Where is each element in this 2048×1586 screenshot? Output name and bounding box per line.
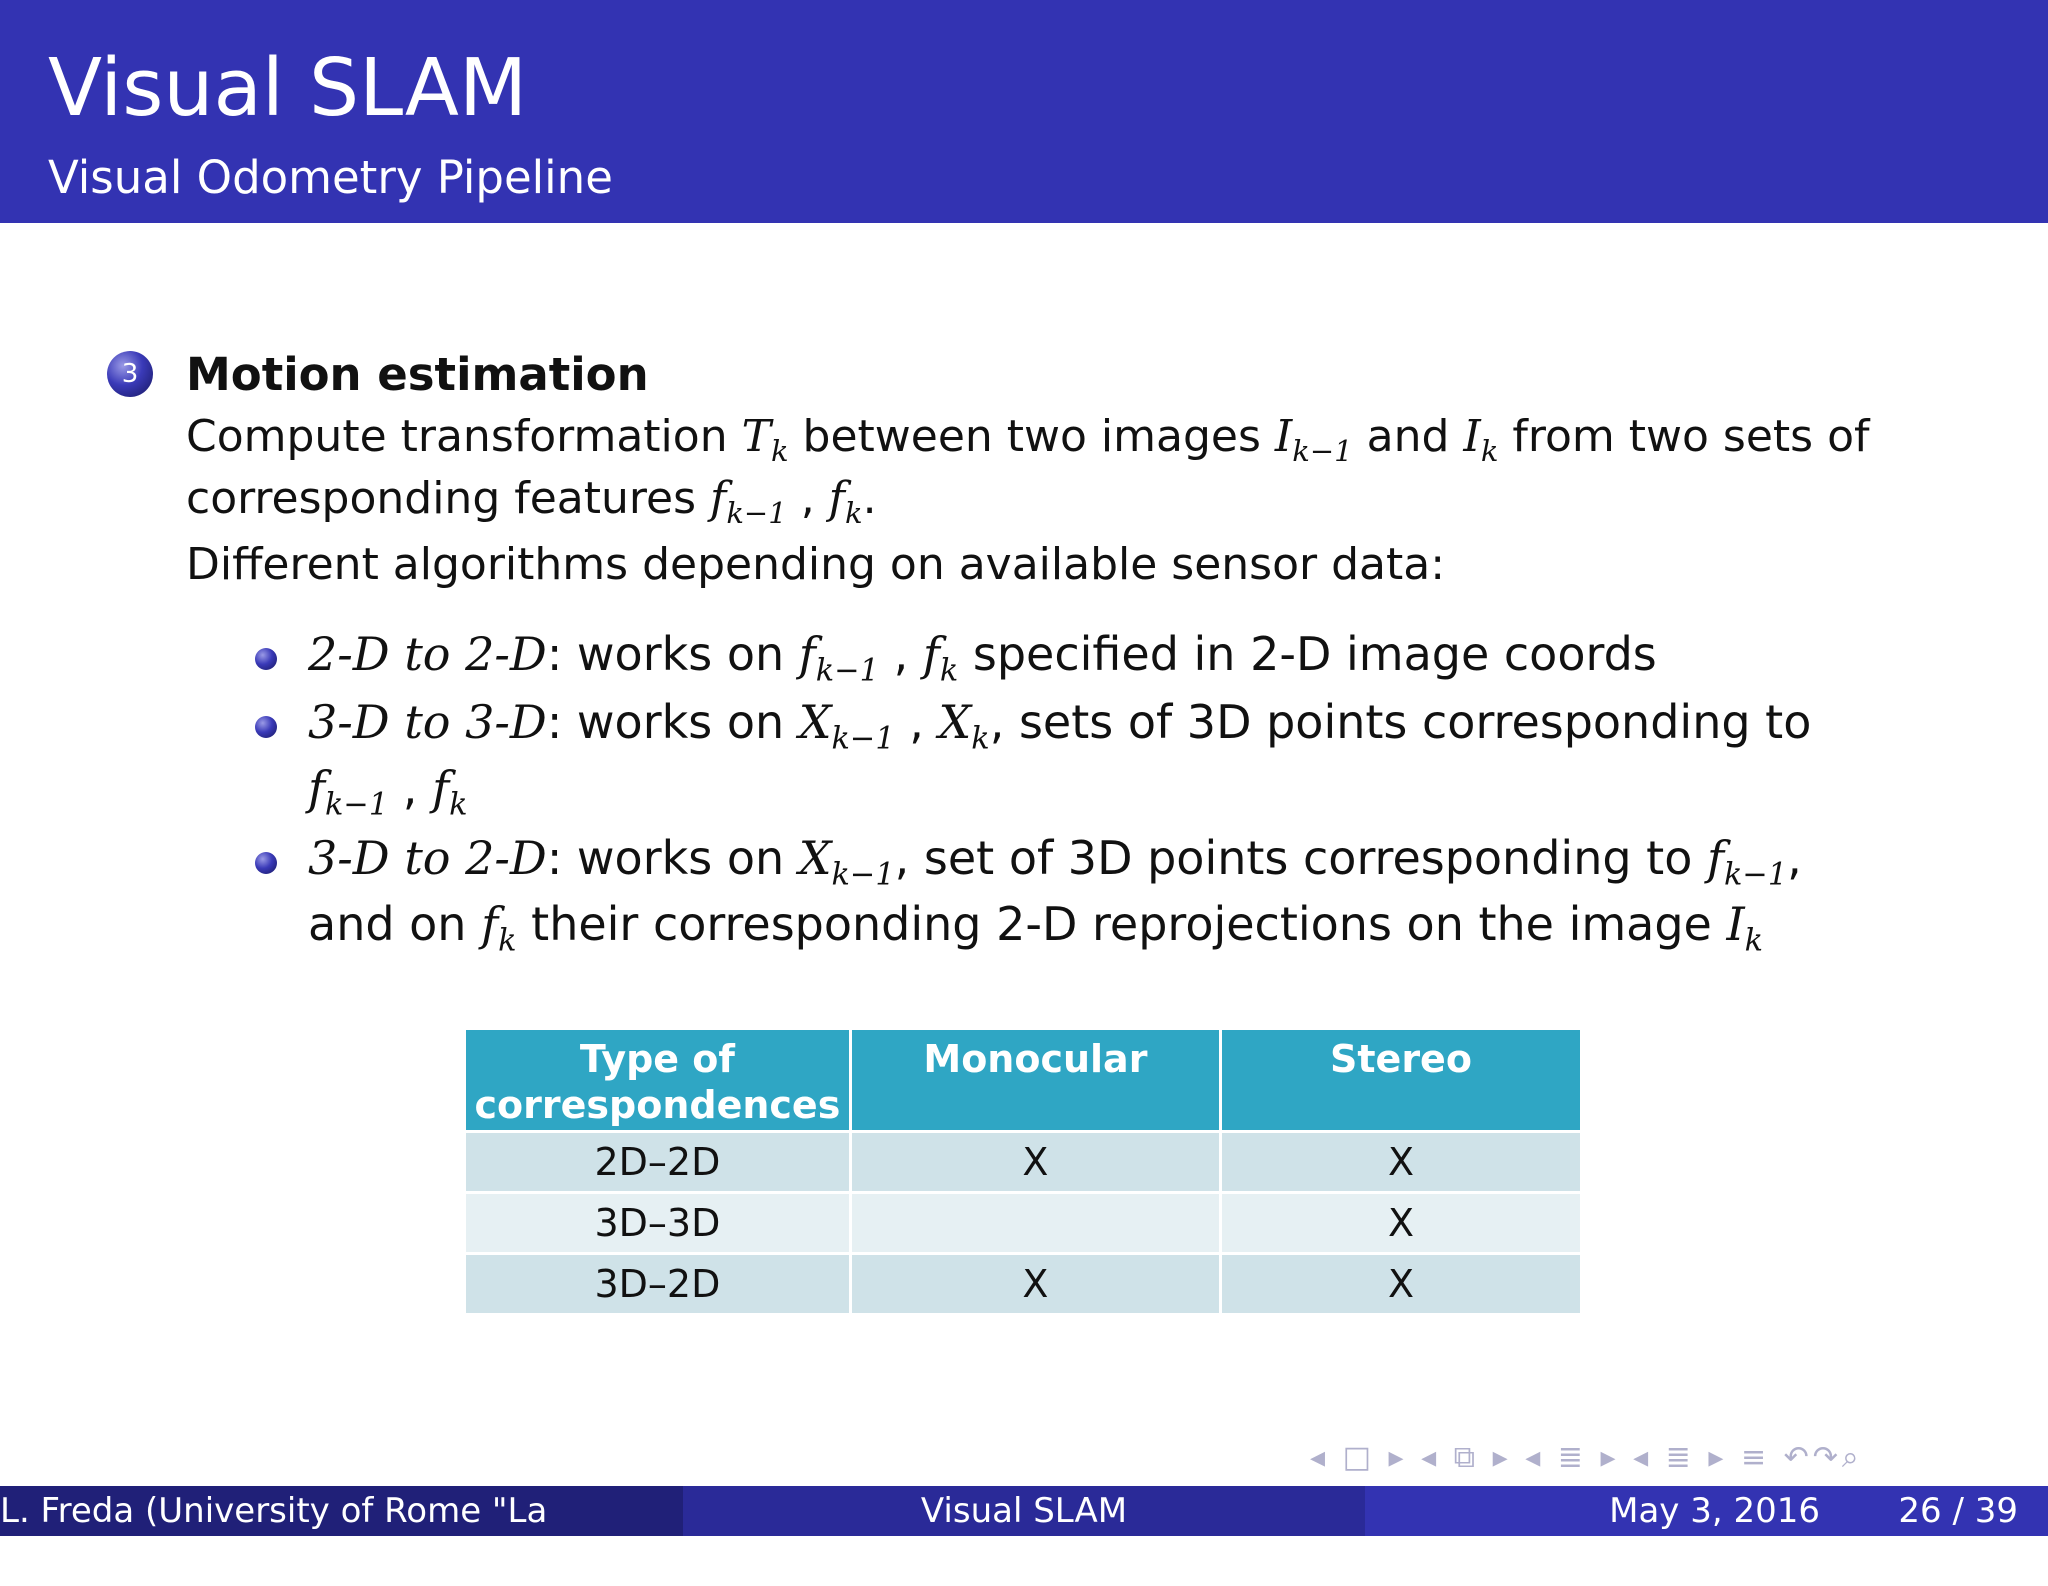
math-X: X [798,831,832,885]
bullet-icon [255,852,277,874]
description-line-3: Different algorithms depending on available sensor data: [186,539,1446,590]
table-row [466,1133,1580,1191]
sub-k: k [939,653,959,689]
table-cell: X [1222,1133,1580,1191]
sub-k: k [498,923,517,959]
math-X: X [938,695,972,749]
sub-km1: k−1 [1724,857,1788,893]
footer-author-text: L. Freda (University of Rome "La Sapienza") [0,1491,548,1581]
bullet-item-2d-2d: 2-D to 2-D: works on $f_{k-1}$ , $f_k$ specified in 2-D image coords [308,627,1657,689]
sub-k: k [1744,923,1764,959]
math-f: f [308,761,326,815]
math-f: f [710,473,727,524]
sub-k: k [449,787,468,823]
table-cell: 3D–2D [466,1255,849,1313]
beamer-navigation-icons[interactable]: ◂ □ ▸ ◂ ⧉ ▸ ◂ ≣ ▸ ◂ ≣ ▸ ≡ ↶↷⌕ [1310,1440,1863,1475]
bullet-icon [255,648,277,670]
text: . [862,473,877,524]
sub-km1: k−1 [831,857,895,893]
bullet-item-3d-2d: 3-D to 2-D: works on $X_{k-1}$, set of 3D points corresponding to $f_{k-1}$, [308,831,1802,893]
bullet-item-3d-3d: 3-D to 3-D: works on $X_{k-1}$ , $X_k$, sets of 3D points corresponding to [308,695,1812,757]
table-row [466,1194,1580,1252]
math-f: f [1706,831,1725,885]
sub-km1: k−1 [831,721,895,757]
bullet-label: 3-D to 3-D [308,695,547,749]
math-T: T [741,411,771,462]
math-I: I [1463,411,1481,462]
text: from two sets of [1498,411,1870,462]
bullet-icon [255,716,277,738]
table-cell [852,1194,1219,1252]
text: specified in 2-D image coords [958,627,1657,681]
table-header-row [466,1030,1580,1130]
text: and on [308,897,482,951]
column-header: Type of correspondences [466,1030,849,1130]
bullet-label: 2-D to 2-D [308,627,547,681]
text: , sets of 3D points corresponding to [989,695,1812,749]
column-header: Monocular [852,1030,1219,1130]
footer-page-number: 26 / 39 [1898,1491,2018,1531]
text: : works on [546,695,799,749]
footer-author [0,1486,683,1581]
text: : works on [546,627,799,681]
bullet-item-3d-2d-cont [308,894,1764,959]
sub-k: k [1480,434,1499,469]
table-row [466,1255,1580,1313]
text: between two images [788,411,1275,462]
sub-km1: k−1 [815,653,879,689]
table-cell: 2D–2D [466,1133,849,1191]
slide-subtitle: Visual Odometry Pipeline [48,151,613,204]
sub-km1: k−1 [325,787,389,823]
math-I: I [1726,897,1745,951]
math-f: f [798,627,816,681]
footer-date-page [1365,1486,2048,1536]
footer-title: Visual SLAM [683,1486,1365,1536]
bullet-item-3d-3d-cont: $f_{k-1}$ , $f_k$ [308,761,468,823]
sub-km1: k−1 [1292,434,1353,469]
table-cell: X [852,1133,1219,1191]
slide-title: Visual SLAM [48,42,528,134]
text: , set of 3D points corresponding to [894,831,1707,885]
correspondence-table [463,1027,1583,1316]
description-line-1 [186,408,1870,469]
text: and [1352,411,1464,462]
math-f: f [481,897,499,951]
text: , [786,473,829,524]
text: : works on [546,831,799,885]
sub-k: k [844,496,863,531]
math-X: X [798,695,832,749]
enumeration-number: 3 [107,351,153,397]
text: Compute transformation [186,411,742,462]
sub-km1: k−1 [726,496,787,531]
math-f: f [432,761,450,815]
text: their corresponding 2-D reprojections on the image [516,897,1727,951]
sub-k: k [971,721,990,757]
math-f: f [828,473,845,524]
column-header: Stereo [1222,1030,1580,1130]
table-cell: X [852,1255,1219,1313]
description-line-2 [186,470,877,531]
table-cell: X [1222,1255,1580,1313]
text: corresponding features [186,473,711,524]
math-I: I [1274,411,1293,462]
table-cell: X [1222,1194,1580,1252]
footer-date: May 3, 2016 [1609,1491,1820,1531]
sub-k: k [770,434,789,469]
math-f: f [922,627,940,681]
bullet-label: 3-D to 2-D [308,831,547,885]
slide-footer [0,1486,2048,1581]
section-title: Motion estimation [186,348,649,401]
table-cell: 3D–3D [466,1194,849,1252]
